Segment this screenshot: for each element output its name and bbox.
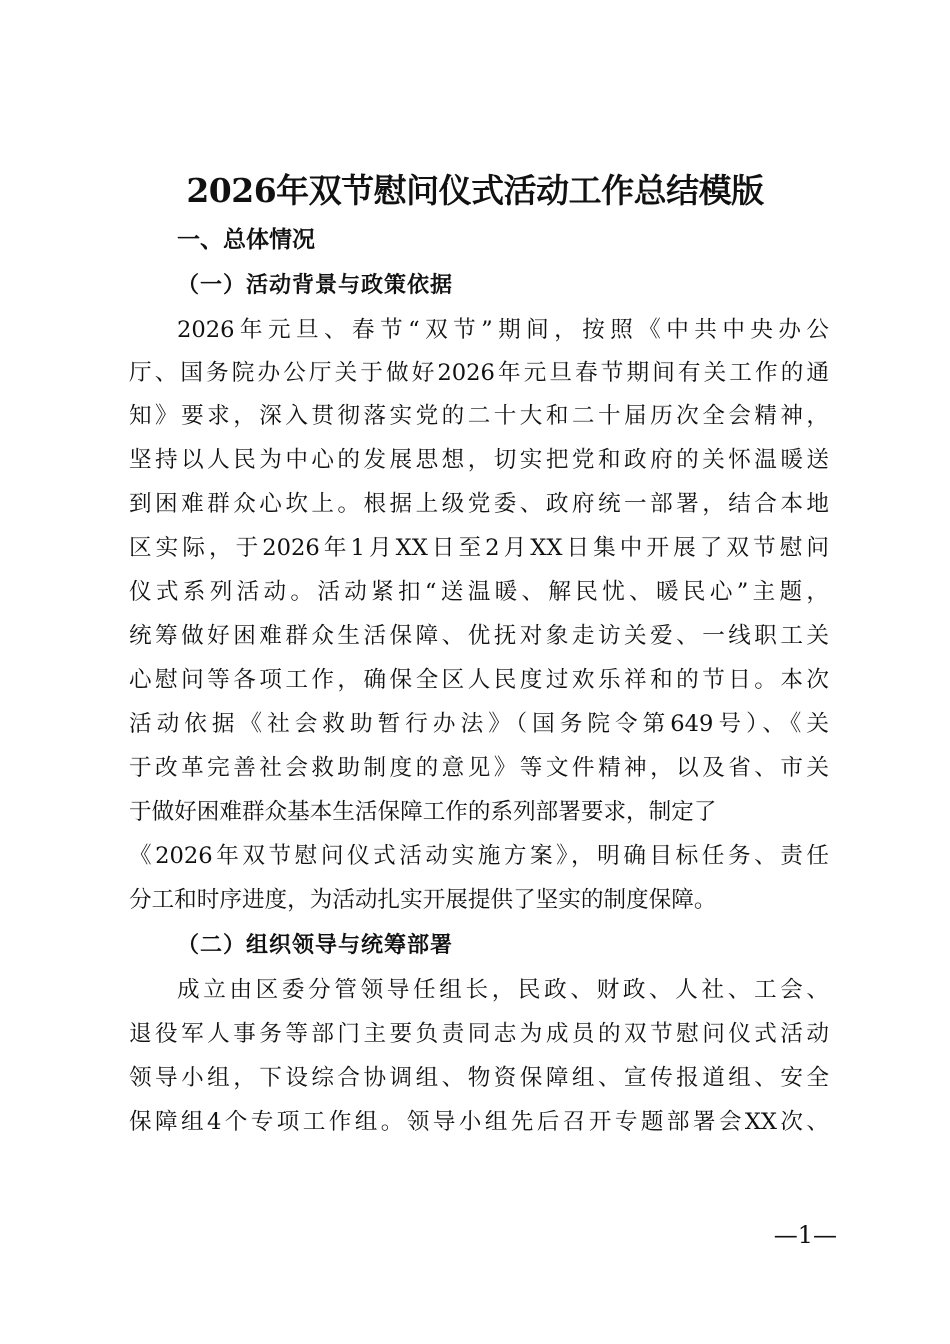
paragraph-line: 领导小组，下设综合协调组、物资保障组、宣传报道组、安全	[129, 1065, 829, 1091]
paragraph-line: 心慰问等各项工作，确保全区人民度过欢乐祥和的节日。本次	[129, 667, 829, 693]
paragraph-line: 成立由区委分管领导任组长，民政、财政、人社、工会、	[177, 977, 829, 1003]
paragraph-line: 保障组4个专项工作组。领导小组先后召开专题部署会XX次、	[129, 1109, 829, 1135]
document-title: 2026年双节慰问仪式活动工作总结模版	[186, 171, 764, 210]
paragraph-line: 仪式系列活动。活动紧扣“送温暖、解民忧、暖民心”主题，	[129, 579, 829, 605]
paragraph-line: 坚持以人民为中心的发展思想，切实把党和政府的关怀温暖送	[129, 447, 829, 473]
paragraph-line: 于改革完善社会救助制度的意见》等文件精神，以及省、市关	[129, 755, 829, 781]
paragraph-line: 知》要求，深入贯彻落实党的二十大和二十届历次全会精神，	[129, 403, 829, 429]
paragraph-line: 统筹做好困难群众生活保障、优抚对象走访关爱、一线职工关	[129, 623, 829, 649]
paragraph-line: 厅、国务院办公厅关于做好2026年元旦春节期间有关工作的通	[129, 360, 829, 386]
subsection-heading-background: （一）活动背景与政策依据	[177, 272, 454, 298]
subsection-heading-organization: （二）组织领导与统筹部署	[177, 932, 454, 958]
paragraph-line: 分工和时序进度，为活动扎实开展提供了坚实的制度保障。	[129, 887, 717, 913]
paragraph-line: 区实际，于2026年1月XX日至2月XX日集中开展了双节慰问	[129, 535, 829, 561]
paragraph-line: 2026年元旦、春节“双节”期间，按照《中共中央办公	[177, 317, 829, 343]
paragraph-line: 到困难群众心坎上。根据上级党委、政府统一部署，结合本地	[129, 491, 829, 517]
paragraph-line: 活动依据《社会救助暂行办法》（国务院令第649号）、《关	[129, 711, 829, 737]
paragraph-line: 于做好困难群众基本生活保障工作的系列部署要求，制定了	[129, 799, 717, 825]
section-heading-overview: 一、总体情况	[177, 227, 315, 253]
paragraph-line: 《2026年双节慰问仪式活动实施方案》，明确目标任务、责任	[129, 843, 829, 869]
paragraph-line: 退役军人事务等部门主要负责同志为成员的双节慰问仪式活动	[129, 1021, 829, 1047]
page-number: —1—	[773, 1221, 837, 1249]
